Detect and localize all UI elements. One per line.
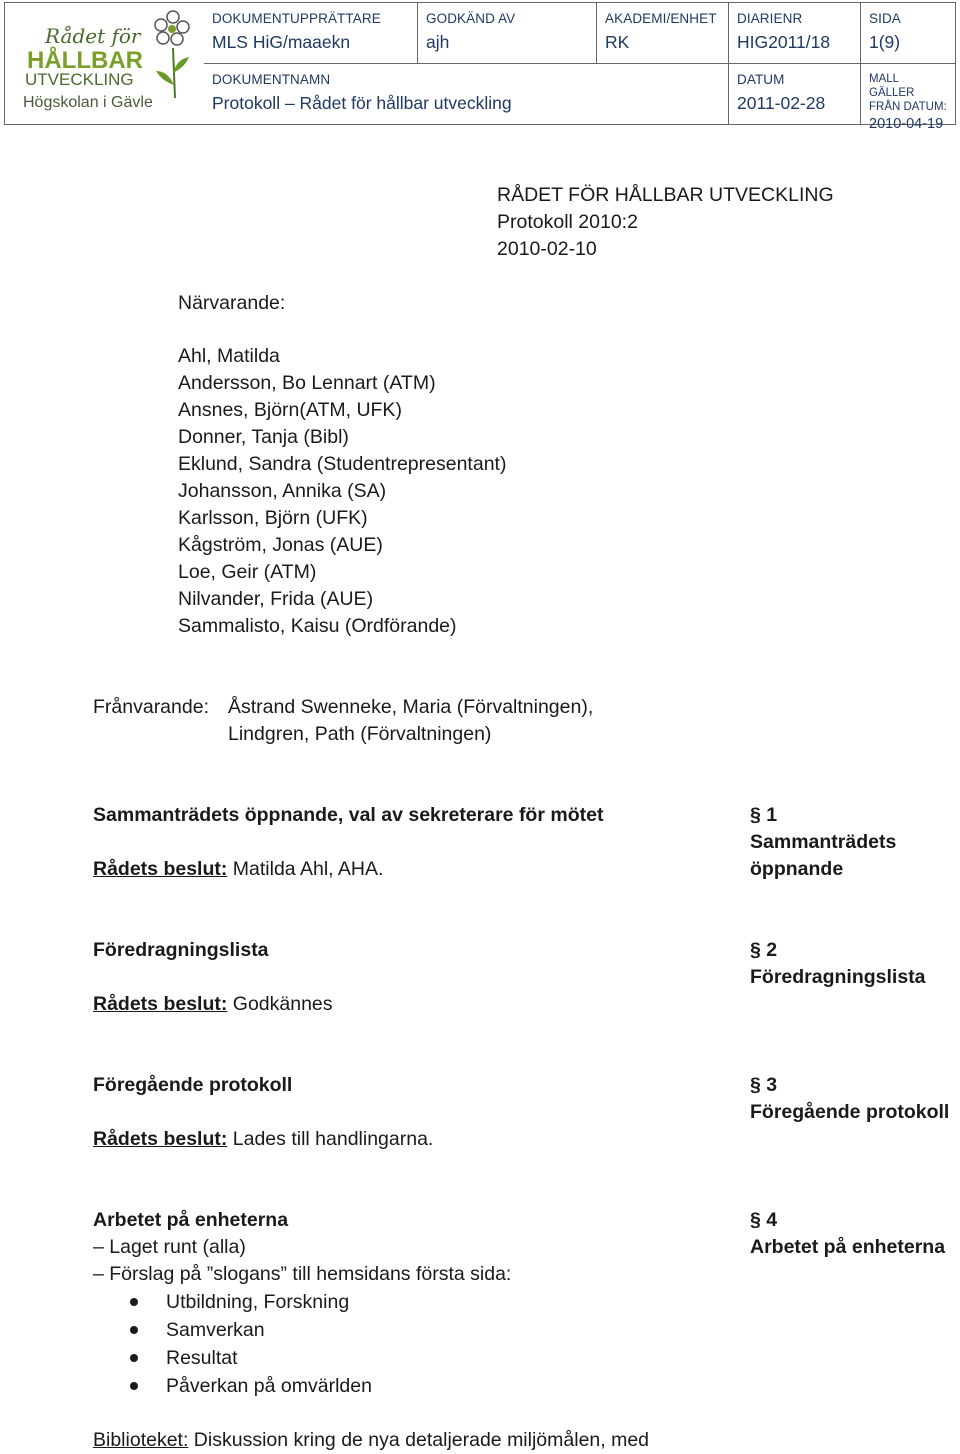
author-label: DOKUMENTUPPRÄTTARE [212,11,381,26]
present-person: Nilvander, Frida (AUE) [178,588,374,610]
section-heading: Sammanträdets öppnande, val av sekreterare för mötet [93,804,604,826]
section-margin-title: Sammanträdets [750,831,897,853]
section-number: § 2 [750,939,778,961]
section-heading: Arbetet på enheterna [93,1209,289,1231]
list-item [130,1288,372,1316]
protocol-number: Protokoll 2010:2 [497,211,638,233]
list-item [130,1344,372,1372]
logo-line-1: Rådet för [45,24,141,48]
section-margin-title: öppnande [750,858,844,880]
bullet-icon [130,1354,138,1362]
header-cell-unit [597,3,729,63]
council-title: RÅDET FÖR HÅLLBAR UTVECKLING [497,184,834,206]
present-person: Andersson, Bo Lennart (ATM) [178,372,436,394]
slogan-list [130,1288,372,1400]
decision-label: Rådets beslut: [93,993,228,1015]
list-item [130,1316,372,1344]
header-cell-approved [418,3,597,63]
bullet-icon [130,1298,138,1306]
present-person: Eklund, Sandra (Studentrepresentant) [178,453,507,475]
logo-line-3: UTVECKLING [25,70,134,89]
present-person: Kågström, Jonas (AUE) [178,534,383,556]
template-label-1: MALL GÄLLER [869,73,915,99]
date-value: 2011-02-28 [737,93,826,113]
docname-label: DOKUMENTNAMN [212,72,331,87]
decision-text: Lades till handlingarna. [227,1128,434,1150]
decision-label: Rådets beslut: [93,1128,228,1150]
header-cell-diarienr [729,3,861,63]
section-number: § 1 [750,804,778,826]
present-label: Närvarande: [178,292,286,314]
present-person: Johansson, Annika (SA) [178,480,387,502]
present-person: Karlsson, Björn (UFK) [178,507,368,529]
diarienr-label: DIARIENR [737,11,803,26]
present-person: Sammalisto, Kaisu (Ordförande) [178,615,457,637]
list-item-text: Utbildning, Forskning [166,1291,350,1313]
logo-line-2: HÅLLBAR [27,47,143,74]
section-number: § 4 [750,1209,778,1231]
decision-label: Rådets beslut: [93,858,228,880]
present-person: Ansnes, Björn(ATM, UFK) [178,399,402,421]
section-margin-title: Föregående protokoll [750,1101,950,1123]
present-person: Loe, Geir (ATM) [178,561,317,583]
bullet-icon [130,1382,138,1390]
date-label: DATUM [737,72,785,87]
list-item-text: Påverkan på omvärlden [166,1375,372,1397]
template-label-2: FRÅN DATUM: [869,101,947,113]
approved-value: ajh [426,32,450,52]
decision-text: Matilda Ahl, AHA. [227,858,384,880]
document-header [4,2,956,132]
page-label: SIDA [869,11,901,26]
logo-line-4: Högskolan i Gävle [23,94,153,111]
present-person: Ahl, Matilda [178,345,280,367]
page-value: 1(9) [869,32,901,52]
section-decision [93,856,383,883]
section-margin-title: Föredragningslista [750,966,926,988]
flower-icon [155,11,189,98]
library-text: Diskussion kring de nya detaljerade miljömålen, med [188,1429,650,1451]
diarienr-value: HIG2011/18 [737,32,831,52]
present-person: Donner, Tanja (Bibl) [178,426,349,448]
header-cell-date [729,64,861,124]
header-cell-author [204,3,418,63]
agenda-line: – Förslag på ”slogans” till hemsidans första sida: [93,1263,512,1285]
unit-value: RK [605,32,630,52]
absent-label: Frånvarande: [93,696,209,718]
section-margin-title: Arbetet på enheterna [750,1236,946,1258]
list-item-text: Resultat [166,1347,238,1369]
section-heading: Föredragningslista [93,939,269,961]
meeting-date: 2010-02-10 [497,238,597,260]
list-item [130,1372,372,1400]
header-cell-docname [204,64,729,124]
author-value: MLS HiG/maaekn [212,32,351,52]
header-cell-template [861,64,955,132]
council-logo [5,3,204,124]
absent-person: Åstrand Swenneke, Maria (Förvaltningen), [228,696,594,718]
section-number: § 3 [750,1074,778,1096]
absent-person: Lindgren, Path (Förvaltningen) [228,723,492,745]
list-item-text: Samverkan [166,1319,265,1341]
agenda-line: – Laget runt (alla) [93,1236,246,1258]
section-decision [93,1126,433,1153]
bullet-icon [130,1326,138,1334]
library-label: Biblioteket: [93,1429,189,1451]
unit-label: AKADEMI/ENHET [605,11,717,26]
decision-text: Godkännes [227,993,333,1015]
approved-label: GODKÄND AV [426,11,516,26]
template-date: 2010-04-19 [869,116,944,132]
header-cell-page [861,3,955,63]
section-decision [93,991,333,1018]
library-paragraph [93,1427,649,1454]
docname-value: Protokoll – Rådet för hållbar utveckling [212,93,512,113]
section-heading: Föregående protokoll [93,1074,293,1096]
